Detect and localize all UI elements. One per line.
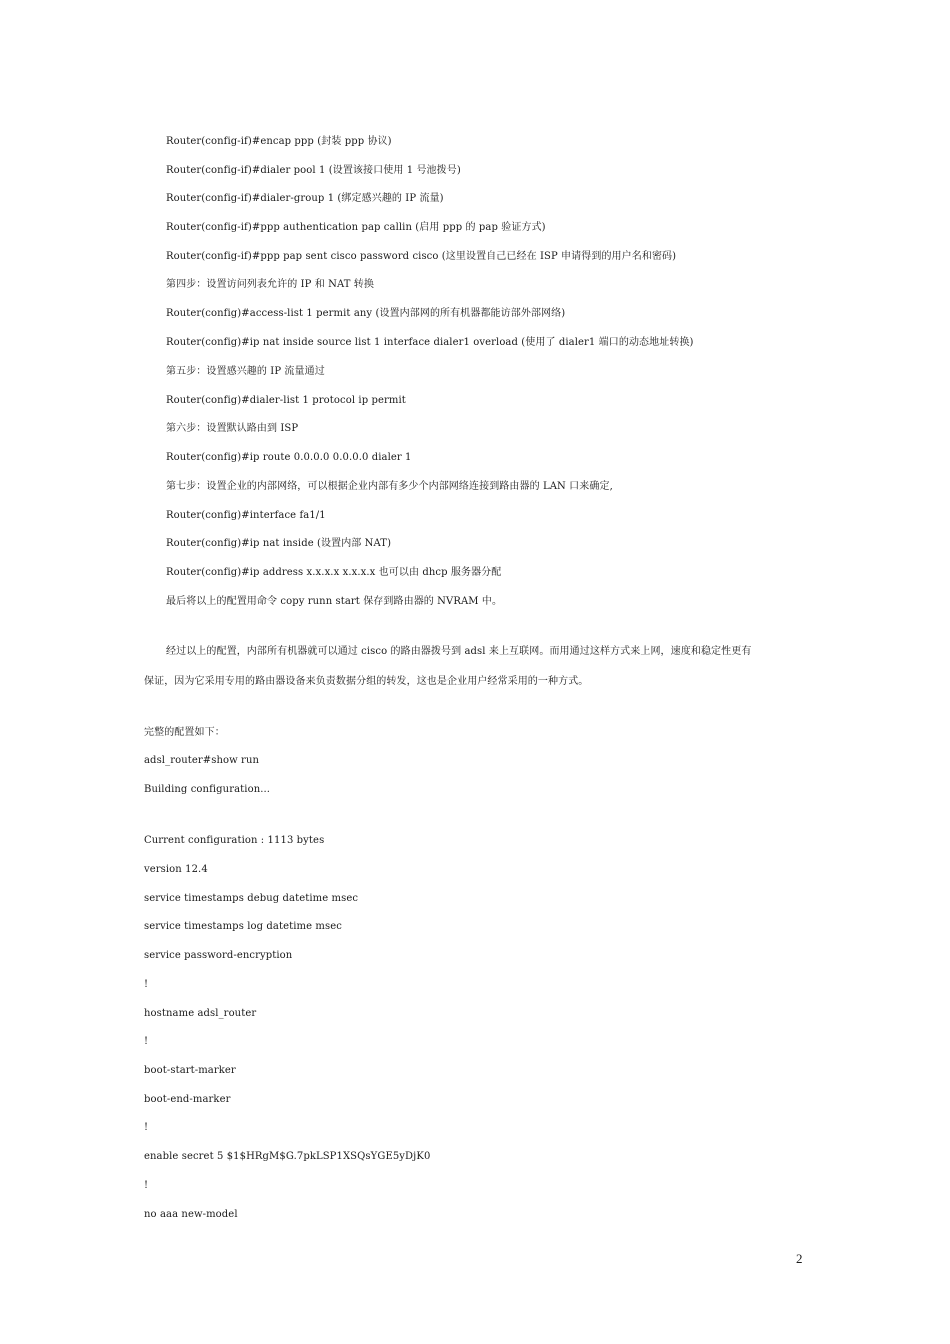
doc-line: Router(config-if)#dialer pool 1 (设置该接口使用 1 号池拨号) xyxy=(166,165,461,176)
config-line: no aaa new-model xyxy=(144,1209,238,1220)
summary-paragraph-line: 经过以上的配置，内部所有机器就可以通过 cisco 的路由器拨号到 adsl 来上互联网。而用通过这样方式来上网，速度和稳定性更有 xyxy=(166,646,752,657)
config-line: boot-end-marker xyxy=(144,1094,231,1105)
config-line: adsl_router#show run xyxy=(144,755,260,766)
doc-line: Router(config-if)#dialer-group 1 (绑定感兴趣的 IP 流量) xyxy=(166,193,444,204)
config-line: boot-start-marker xyxy=(144,1065,236,1076)
doc-line: Router(config)#ip route 0.0.0.0 0.0.0.0 dialer 1 xyxy=(166,452,412,463)
doc-line: Router(config)#ip address x.x.x.x x.x.x.x 也可以由 dhcp 服务器分配 xyxy=(166,567,502,578)
summary-paragraph-line: 保证，因为它采用专用的路由器设备来负责数据分组的转发，这也是企业用户经常采用的一种方式。 xyxy=(144,676,589,687)
step-heading: 第七步：设置企业的内部网络，可以根据企业内部有多少个内部网络连接到路由器的 LAN 口来确定, xyxy=(166,481,613,492)
doc-line: Router(config)#dialer-list 1 protocol ip permit xyxy=(166,395,406,406)
page-number: 2 xyxy=(796,1251,803,1266)
doc-line: Router(config)#access-list 1 permit any (设置内部网的所有机器都能访部外部网络) xyxy=(166,308,566,319)
step-heading: 第四步：设置访问列表允许的 IP 和 NAT 转换 xyxy=(166,279,374,290)
doc-line: Router(config)#interface fa1/1 xyxy=(166,510,326,521)
doc-line: 最后将以上的配置用命令 copy runn start 保存到路由器的 NVRAM 中。 xyxy=(166,596,503,607)
config-line: ! xyxy=(144,1180,149,1191)
config-line: service timestamps log datetime msec xyxy=(144,921,342,932)
config-line: Building configuration... xyxy=(144,784,271,795)
config-line: Current configuration : 1113 bytes xyxy=(144,835,325,846)
step-heading: 第五步：设置感兴趣的 IP 流量通过 xyxy=(166,366,325,377)
config-line: enable secret 5 $1$HRgM$G.7pkLSP1XSQsYGE5yDjK0 xyxy=(144,1151,431,1162)
doc-line: Router(config-if)#ppp pap sent cisco password cisco (这里设置自己已经在 ISP 申请得到的用户名和密码) xyxy=(166,251,677,262)
config-line: ! xyxy=(144,1122,149,1133)
config-line: version 12.4 xyxy=(144,864,208,875)
config-line: service timestamps debug datetime msec xyxy=(144,893,359,904)
config-line: hostname adsl_router xyxy=(144,1008,257,1019)
config-line: ! xyxy=(144,979,149,990)
doc-line: Router(config-if)#ppp authentication pap callin (启用 ppp 的 pap 验证方式) xyxy=(166,222,546,233)
doc-line: Router(config)#ip nat inside (设置内部 NAT) xyxy=(166,538,392,549)
step-heading: 第六步：设置默认路由到 ISP xyxy=(166,423,299,434)
doc-line: Router(config)#ip nat inside source list 1 interface dialer1 overload (使用了 dialer1 端口的动态地址转换) xyxy=(166,337,694,348)
config-line: service password-encryption xyxy=(144,950,293,961)
doc-line: Router(config-if)#encap ppp (封装 ppp 协议) xyxy=(166,136,392,147)
config-intro: 完整的配置如下： xyxy=(144,727,225,738)
config-line: ! xyxy=(144,1036,149,1047)
